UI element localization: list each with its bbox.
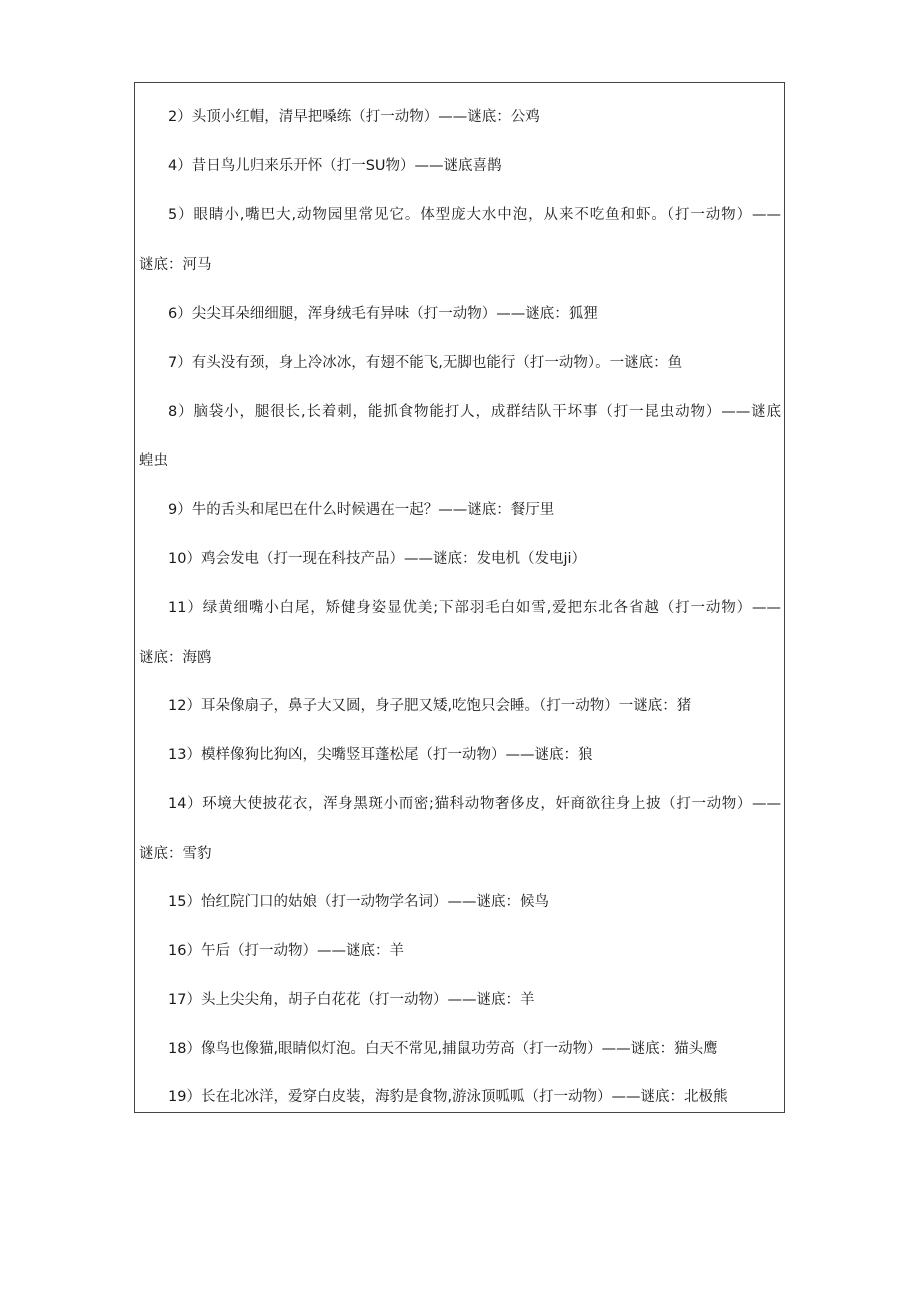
riddle-line: 18）像鸟也像猫,眼睛似灯泡。白天不常见,捕鼠功劳高（打一动物）——谜底：猫头鹰 bbox=[168, 1041, 718, 1057]
riddle-line: 9）牛的舌头和尾巴在什么时候遇在一起？——谜底：餐厅里 bbox=[168, 502, 555, 518]
riddle-line: 12）耳朵像扇子，鼻子大又圆，身子肥又矮,吃饱只会睡。（打一动物）一谜底：猪 bbox=[168, 698, 692, 714]
riddle-line: 7）有头没有颈，身上冷冰冰，有翅不能飞,无脚也能行（打一动物）。一谜底：鱼 bbox=[168, 355, 683, 371]
riddle-line: 5）眼睛小,嘴巴大,动物园里常见它。体型庞大水中泡，从来不吃鱼和虾。（打一动物）—— bbox=[168, 207, 781, 223]
riddle-line: 19）长在北冰洋，爱穿白皮装，海豹是食物,游泳顶呱呱（打一动物）——谜底：北极熊 bbox=[168, 1089, 728, 1105]
riddle-line: 14）环境大使披花衣，浑身黑斑小而密;猫科动物奢侈皮，奸商欲往身上披（打一动物）—— bbox=[168, 796, 781, 812]
riddle-line: 10）鸡会发电（打一现在科技产品）——谜底：发电机（发电ji） bbox=[168, 551, 587, 567]
riddle-answer-line: 谜底：海鸥 bbox=[139, 650, 212, 666]
riddle-line: 6）尖尖耳朵细细腿，浑身绒毛有异味（打一动物）——谜底：狐狸 bbox=[168, 306, 598, 322]
riddle-answer-line: 蝗虫 bbox=[139, 453, 168, 469]
riddle-line: 13）模样像狗比狗凶，尖嘴竖耳蓬松尾（打一动物）——谜底：狼 bbox=[168, 747, 593, 763]
riddle-answer-line: 谜底：雪豹 bbox=[139, 846, 212, 862]
riddle-line: 11）绿黄细嘴小白尾，矫健身姿显优美;下部羽毛白如雪,爱把东北各省越（打一动物）—— bbox=[168, 600, 781, 616]
riddle-line: 15）怡红院门口的姑娘（打一动物学名词）——谜底：候鸟 bbox=[168, 894, 549, 910]
riddle-line: 8）脑袋小，腿很长,长着刺，能抓食物能打人，成群结队干坏事（打一昆虫动物）——谜底 bbox=[168, 404, 781, 420]
riddle-table bbox=[134, 82, 785, 1113]
riddle-line: 2）头顶小红帽，清早把嗓练（打一动物）——谜底：公鸡 bbox=[168, 109, 540, 125]
riddle-line: 16）午后（打一动物）——谜底：羊 bbox=[168, 943, 404, 959]
riddle-line: 17）头上尖尖角，胡子白花花（打一动物）——谜底：羊 bbox=[168, 992, 535, 1008]
riddle-answer-line: 谜底：河马 bbox=[139, 257, 212, 273]
riddle-line: 4）昔日鸟儿归来乐开怀（打一SU物）——谜底喜鹊 bbox=[168, 158, 502, 174]
